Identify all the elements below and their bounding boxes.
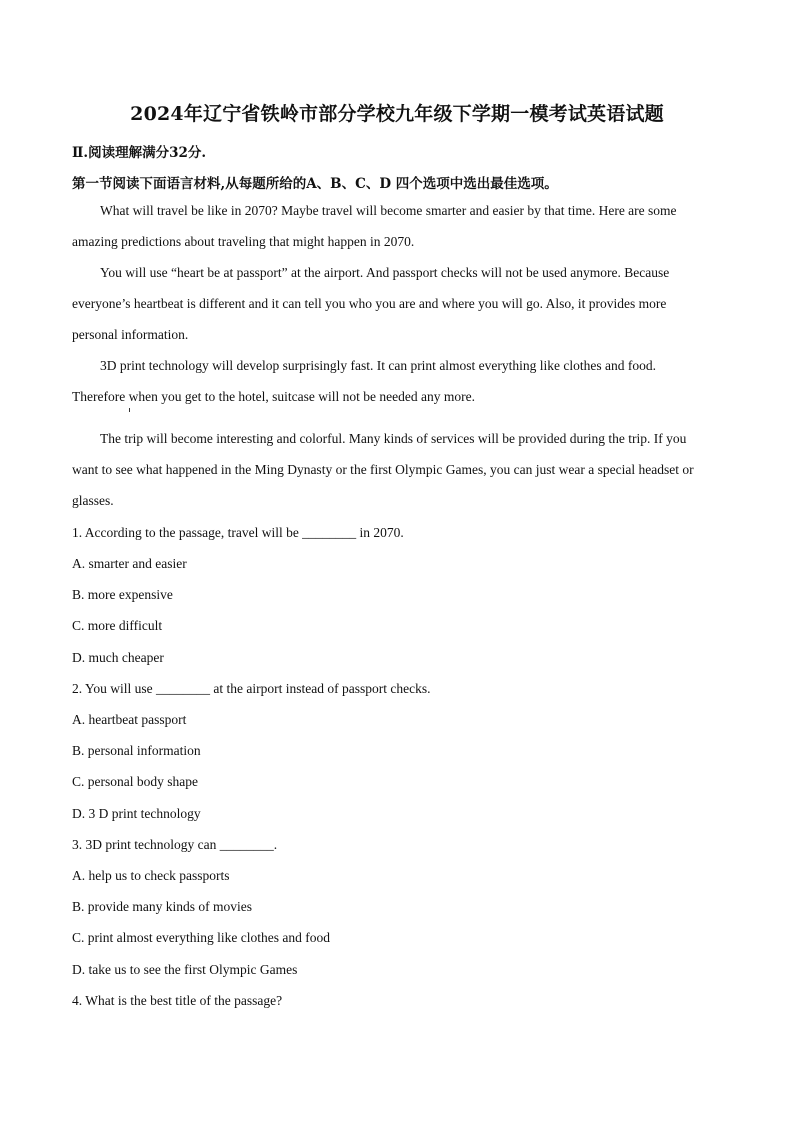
passage-line: want to see what happened in the Ming Dynasty or the first Olympic Games, you can just wear a special headset or — [72, 462, 694, 477]
option: C. print almost everything like clothes and food — [72, 930, 330, 945]
passage-line: Therefore when you get to the hotel, suitcase will not be needed any more. — [72, 389, 475, 404]
passage-line: The trip will become interesting and colorful. Many kinds of services will be provided during the trip. If you — [100, 431, 687, 446]
question-stem: 2. You will use ________ at the airport instead of passport checks. — [72, 681, 431, 696]
option: B. provide many kinds of movies — [72, 899, 252, 914]
passage-line: 3D print technology will develop surprisingly fast. It can print almost everything like clothes and food. — [100, 358, 657, 373]
option: B. more expensive — [72, 587, 173, 602]
option: A. heartbeat passport — [72, 712, 187, 727]
passage-line: You will use “heart be at passport” at the airport. And passport checks will not be used anymore. Because — [100, 265, 670, 280]
option: C. personal body shape — [72, 774, 198, 789]
question-stem: 4. What is the best title of the passage? — [72, 993, 283, 1008]
option: D. take us to see the first Olympic Games — [72, 962, 298, 977]
passage-line: personal information. — [72, 327, 189, 342]
option: B. personal information — [72, 743, 201, 758]
section-heading: Ⅱ.阅读理解满分32分. — [72, 145, 207, 161]
section-instruction: 第一节阅读下面语言材料,从每题所给的A、B、C、D 四个选项中选出最佳选项。 — [72, 176, 558, 192]
option: A. help us to check passports — [72, 868, 230, 883]
option: A. smarter and easier — [72, 556, 187, 571]
option: D. much cheaper — [72, 650, 164, 665]
passage-line: amazing predictions about traveling that might happen in 2070. — [72, 234, 415, 249]
option: D. 3 D print technology — [72, 806, 201, 821]
stray-mark — [129, 408, 130, 412]
question-stem: 3. 3D print technology can ________. — [72, 837, 278, 852]
passage-line: everyone’s heartbeat is different and it can tell you who you are and where you will go. Also, it provides more — [72, 296, 667, 311]
passage-line: glasses. — [72, 493, 114, 508]
page-title: 2024年辽宁省铁岭市部分学校九年级下学期一模考试英语试题 — [130, 103, 664, 125]
passage-line: What will travel be like in 2070? Maybe travel will become smarter and easier by that time. Here are some — [100, 203, 677, 218]
option: C. more difficult — [72, 618, 163, 633]
question-stem: 1. According to the passage, travel will be ________ in 2070. — [72, 525, 404, 540]
